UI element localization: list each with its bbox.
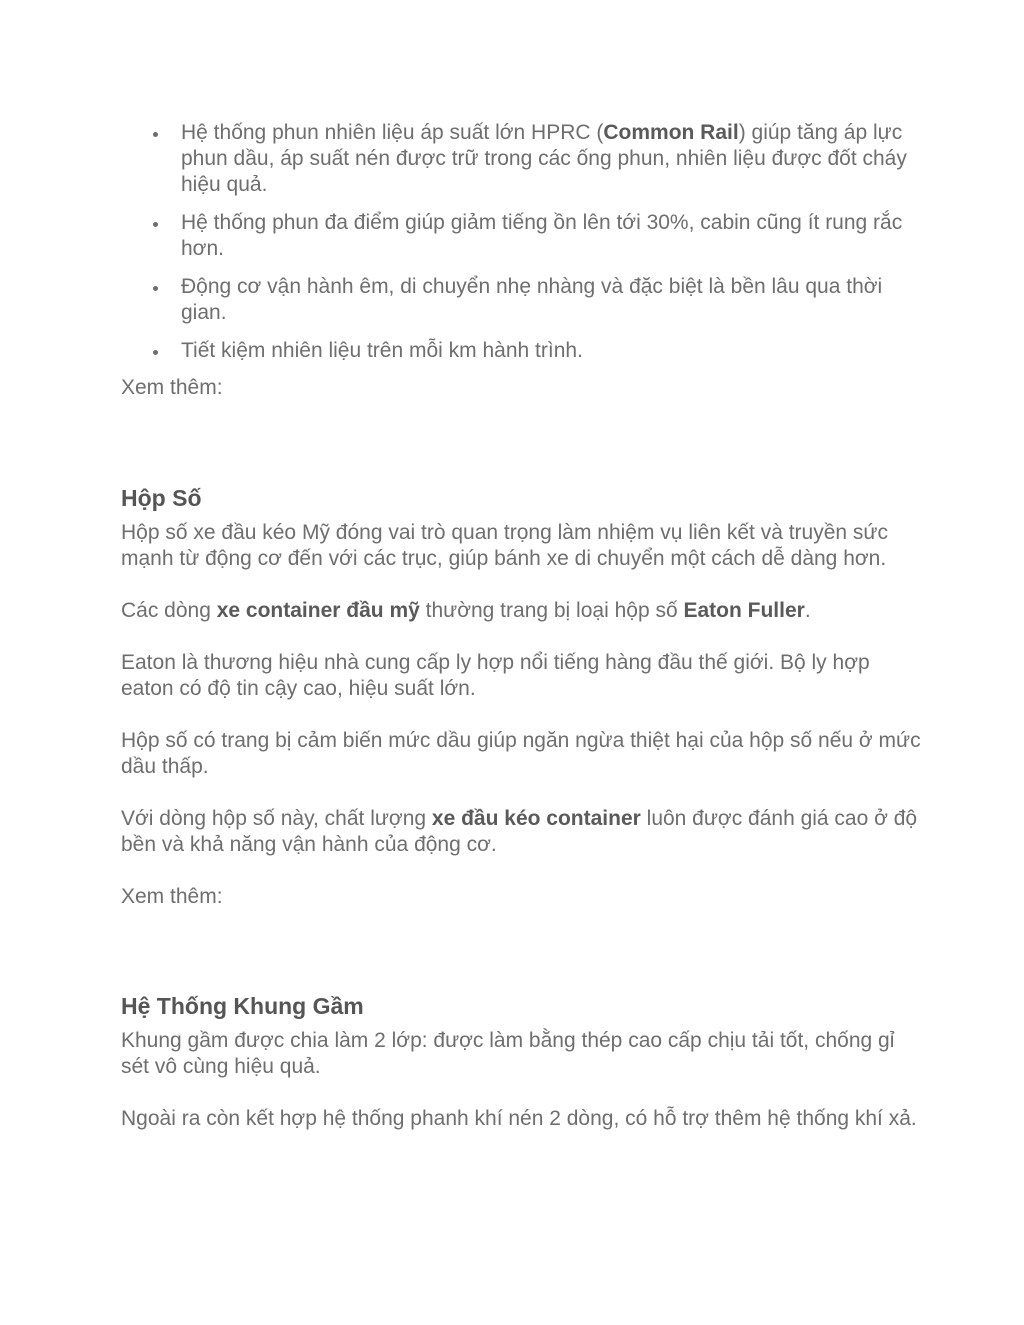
text-run: Ngoài ra còn kết hợp hệ thống phanh khí nén 2 dòng, có hỗ trợ thêm hệ thống khí xả.	[121, 1107, 917, 1130]
engine-features-list	[121, 120, 921, 364]
text-run: Khung gầm được chia làm 2 lớp: được làm bằng thép cao cấp chịu tải tốt, chống gỉ sét vô cùng hiệu quả.	[121, 1029, 895, 1078]
text-run: Hệ thống phun nhiên liệu áp suất lớn HPRC (	[181, 121, 604, 144]
section-heading-chassis: Hệ Thống Khung Gầm	[121, 993, 364, 1019]
bold-text: xe đầu kéo container	[431, 807, 641, 830]
text-run: Các dòng	[121, 599, 217, 622]
list-item	[121, 274, 921, 326]
bold-text: xe container đầu mỹ	[216, 599, 420, 622]
paragraph	[121, 520, 921, 572]
list-item	[121, 210, 921, 262]
see-more-label: Xem thêm:	[121, 885, 223, 908]
text-run: luôn được đánh giá cao ở độ bền và khả năng vận hành của động cơ.	[121, 807, 918, 856]
bold-text: Eaton Fuller	[683, 599, 805, 622]
paragraph	[121, 728, 921, 780]
section-heading-gearbox: Hộp Số	[121, 485, 202, 511]
text-run: Eaton là thương hiệu nhà cung cấp ly hợp nổi tiếng hàng đầu thế giới. Bộ ly hợp eaton có độ tin cậy cao, hiệu suất lớn.	[121, 651, 870, 700]
text-run: Hộp số xe đầu kéo Mỹ đóng vai trò quan trọng làm nhiệm vụ liên kết và truyền sức mạnh từ động cơ đến với các trục, giúp bánh xe di chuyển một cách dễ dàng hơn.	[121, 521, 888, 570]
text-run: Tiết kiệm nhiên liệu trên mỗi km hành trình.	[181, 339, 583, 362]
bold-text: Common Rail	[603, 121, 739, 144]
list-item	[121, 120, 921, 198]
text-run: thường trang bị loại hộp số	[419, 599, 684, 622]
text-run: Động cơ vận hành êm, di chuyển nhẹ nhàng và đặc biệt là bền lâu qua thời gian.	[181, 275, 883, 324]
text-run: ) giúp tăng áp lực phun dầu, áp suất nén được trữ trong các ống phun, nhiên liệu được đốt cháy hiệu quả.	[181, 121, 907, 196]
text-run: .	[804, 599, 811, 622]
paragraph	[121, 1106, 921, 1132]
paragraph	[121, 598, 921, 624]
list-item	[121, 338, 921, 364]
paragraph	[121, 1028, 921, 1080]
text-run: Hộp số có trang bị cảm biến mức dầu giúp ngăn ngừa thiệt hại của hộp số nếu ở mức dầu thấp.	[121, 729, 921, 778]
paragraph	[121, 806, 921, 858]
paragraph	[121, 650, 921, 702]
text-run: Với dòng hộp số này, chất lượng	[121, 807, 432, 830]
text-run: Hệ thống phun đa điểm giúp giảm tiếng ồn lên tới 30%, cabin cũng ít rung rắc hơn.	[181, 211, 903, 260]
see-more-label: Xem thêm:	[121, 376, 223, 399]
document-page	[121, 120, 921, 1158]
